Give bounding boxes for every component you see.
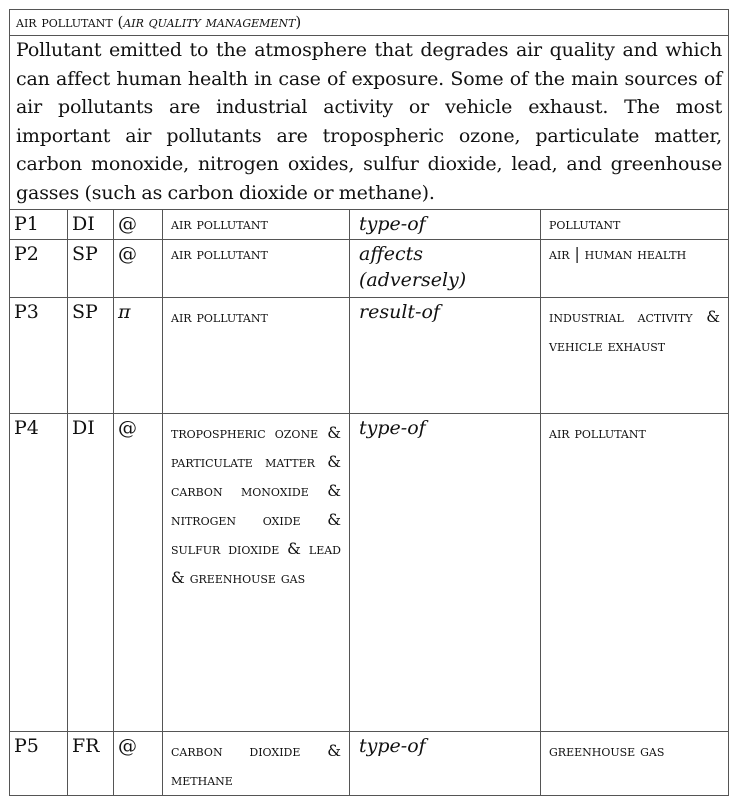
row-type: SP (68, 239, 114, 297)
row-id: P1 (10, 209, 68, 239)
row-type: DI (68, 209, 114, 239)
row-id: P3 (10, 297, 68, 413)
row-relation: type-of (350, 413, 541, 731)
row-object: industrial activity & vehicle exhaust (541, 297, 729, 413)
table-row (10, 731, 729, 795)
row-object: air | human health (541, 239, 729, 297)
row-subject: air pollutant (163, 239, 350, 297)
definition-text: Pollutant emitted to the atmosphere that degrades air quality and which can affect human health in case of exposure. Some of the main sources of air pollutants are industrial activity or vehicle exhaust. The most important air pollutants are tropospheric ozone, particulate matter, carbon monoxide, nitrogen oxides, sulfur dioxide, lead, and greenhouse gasses (such as carbon dioxide or methane). (10, 36, 729, 210)
entry-table (9, 9, 729, 796)
row-relation: result-of (350, 297, 541, 413)
row-type: FR (68, 731, 114, 795)
table-row (10, 239, 729, 297)
row-subject: carbon dioxide & methane (163, 731, 350, 795)
terminology-entry (9, 9, 728, 796)
entry-header: air pollutant (air quality management) (10, 10, 729, 36)
row-symbol: @ (114, 731, 163, 795)
row-subject: air pollutant (163, 209, 350, 239)
row-relation: type-of (350, 731, 541, 795)
table-row (10, 297, 729, 413)
row-symbol: π (114, 297, 163, 413)
row-id: P2 (10, 239, 68, 297)
row-subject: tropospheric ozone & particulate matter & carbon monoxide & nitrogen oxide & sulfur dioxide & lead & greenhouse gas (163, 413, 350, 731)
row-relation: affects (adversely) (350, 239, 541, 297)
row-symbol: @ (114, 239, 163, 297)
table-row (10, 209, 729, 239)
table-row (10, 413, 729, 731)
row-type: DI (68, 413, 114, 731)
row-object: air pollutant (541, 413, 729, 731)
row-object: greenhouse gas (541, 731, 729, 795)
term-name: air pollutant (16, 13, 113, 31)
row-relation: type-of (350, 209, 541, 239)
row-type: SP (68, 297, 114, 413)
domain-name: air quality management (123, 13, 296, 31)
row-object: pollutant (541, 209, 729, 239)
row-id: P5 (10, 731, 68, 795)
row-symbol: @ (114, 413, 163, 731)
row-subject: air pollutant (163, 297, 350, 413)
row-symbol: @ (114, 209, 163, 239)
row-id: P4 (10, 413, 68, 731)
